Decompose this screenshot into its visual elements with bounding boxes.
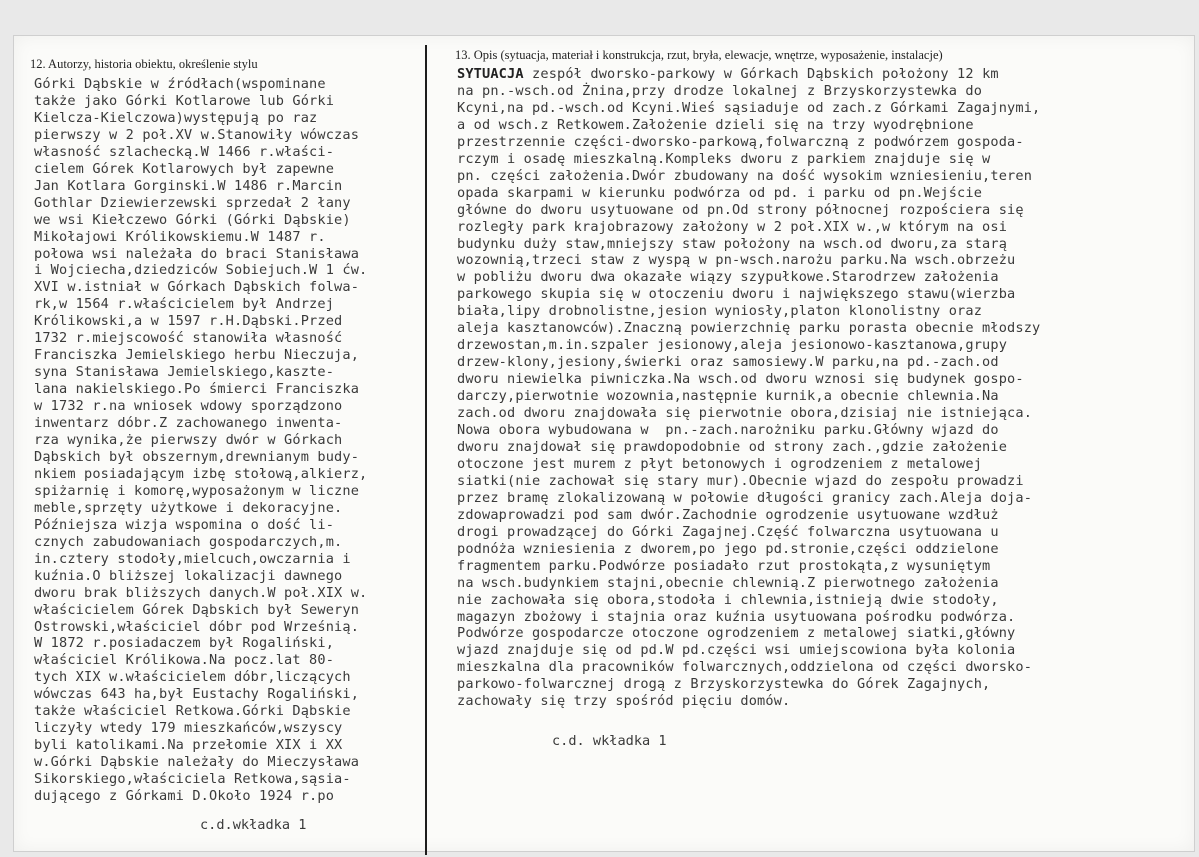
text-line: siatki(nie zachował się stary mur).Obecnie wjazd do zespołu prowadzi xyxy=(457,472,1024,489)
text-line: mieszkalna dla pracowników folwarcznych,oddzielona od części dworsko- xyxy=(457,659,1033,676)
text-line: Kielcza-Kielczowa)występują po raz xyxy=(34,109,318,126)
text-line: XVI w.istniał w Górkach Dąbskich folwa- xyxy=(34,279,360,296)
text-line: magazyn zbożowy i stajnia oraz kuźnia usytuowana pośrodku podwórza. xyxy=(457,608,1016,625)
text-line: pierwszy w 2 poł.XV w.Stanowiły wówczas xyxy=(34,126,360,143)
text-line: zachowały się trzy spośród pięciu domów. xyxy=(457,693,791,710)
text-line: drzewostan,m.in.szpaler jesionowy,aleja jesionowo-kasztanowa,grupy xyxy=(457,337,1008,354)
text-line: tych XIX w.właścicielem dóbr,liczących xyxy=(34,669,351,686)
text-line: cznych zabudowaniach gospodarczych,m. xyxy=(34,533,343,550)
text-line: cielem Górek Kotlarowych był zapewne xyxy=(34,160,335,177)
history-text xyxy=(34,76,367,805)
text-line: liczyły wtedy 179 mieszkańców,wszyscy xyxy=(34,720,343,737)
text-line: także właściciel Retkowa.Górki Dąbskie xyxy=(34,703,351,720)
description-text xyxy=(457,66,1040,710)
text-line: wówczas 643 ha,był Eustachy Rogaliński, xyxy=(34,686,360,703)
text-line: Dąbskich był obszernym,drewnianym budy- xyxy=(34,448,360,465)
text-line: 1732 r.miejscowość stanowiła własność xyxy=(34,330,343,347)
situation-first-line: zespół dworsko-parkowy w Górkach Dąbskich położony 12 km xyxy=(523,66,999,82)
right-column-header: 13. Opis (sytuacja, materiał i konstrukcja, rzut, bryła, elewacje, wnętrze, wyposażenie, instalacje) xyxy=(455,48,943,62)
text-line: właściciel Królikowa.Na pocz.lat 80- xyxy=(34,652,335,669)
text-line: nkiem posiadającym izbę stołową,alkierz, xyxy=(34,465,368,482)
text-line: nie zachowała się obora,stodoła i chlewnia,istnieją dwie stodoły, xyxy=(457,591,999,608)
text-line: główne do dworu usytuowane od pn.Od strony północnej rozpościera się xyxy=(457,201,1024,218)
text-line: rk,w 1564 r.właścicielem był Andrzej xyxy=(34,296,335,313)
text-line: właścicielem Górek Dąbskich był Seweryn xyxy=(34,601,360,618)
text-line: zdowaprowadzi pod sam dwór.Zachodnie ogrodzenie usytuowane wzdłuż xyxy=(457,506,999,523)
text-line: połowa wsi należała do braci Stanisława xyxy=(34,245,360,262)
left-continuation-note: c.d.wkładka 1 xyxy=(200,817,307,833)
right-continuation-note: c.d. wkładka 1 xyxy=(552,733,667,749)
situation-label: SYTUACJA xyxy=(457,66,524,82)
text-line: in.cztery stodoły,mielcuch,owczarnia i xyxy=(34,550,351,567)
text-line: parkowego skupia się w otoczeniu dworu i największego stawu(wierzba xyxy=(457,286,1016,303)
text-line: dworu znajdował się prawdopodobnie od strony zach.,gdzie założenie xyxy=(457,438,1008,455)
text-line: wjazd znajduje się od pd.W pd.części wsi umiejscowiona była kolonia xyxy=(457,642,1016,659)
text-line: przestrzennie części-dworsko-parkową,folwarczną z podwórzem gospoda- xyxy=(457,133,1024,150)
text-line: na wsch.budynkiem stajni,obecnie chlewnią.Z pierwotnego założenia xyxy=(457,574,999,591)
text-line: Nowa obora wybudowana w pn.-zach.narożniku parku.Główny wjazd do xyxy=(457,422,999,439)
text-line: we wsi Kiełczewo Górki (Górki Dąbskie) xyxy=(34,211,351,228)
text-line: na pn.-wsch.od Żnina,przy drodze lokalnej z Brzyskorzystewka do xyxy=(457,82,983,99)
text-line: budynku duży staw,mniejszy staw położony na wsch.od dworu,za starą xyxy=(457,235,1008,252)
text-line: rza wynika,że pierwszy dwór w Górkach xyxy=(34,432,343,449)
text-line: otoczone jest murem z płyt betonowych i ogrodzeniem z metalowej xyxy=(457,455,983,472)
text-line: drzew-klony,jesiony,świerki oraz samosiewy.W parku,na pd.-zach.od xyxy=(457,354,999,371)
text-line: inwentarz dóbr.Z zachowanego inwenta- xyxy=(34,415,343,432)
text-line: i Wojciecha,dziedziców Sobiejuch.W 1 ćw. xyxy=(34,262,368,279)
text-line: Ostrowski,właściciel dóbr pod Wrześnią. xyxy=(34,618,360,635)
text-line: opada skarpami w kierunku podwórza od pd. i parku od pn.Wejście xyxy=(457,184,983,201)
text-line: fragmentem parku.Podwórze posiadało rzut prostokąta,z wysuniętym xyxy=(457,557,991,574)
text-line: w pobliżu dworu dwa okazałe wiązy szypułkowe.Starodrzew założenia xyxy=(457,269,999,286)
description-lines xyxy=(457,83,1040,709)
text-line: lana nakielskiego.Po śmierci Franciszka xyxy=(34,381,360,398)
text-line: w 1732 r.na wniosek wdowy sporządzono xyxy=(34,398,343,415)
left-column-header: 12. Autorzy, historia obiektu, określenie stylu xyxy=(30,57,258,71)
text-line: rczym i osadę mieszkalną.Kompleks dworu z parkiem znajduje się w xyxy=(457,150,991,167)
text-line: Górki Dąbskie w źródłach(wspominane xyxy=(34,76,326,92)
text-line: także jako Górki Kotlarowe lub Górki xyxy=(34,92,335,109)
text-line: w.Górki Dąbskie należały do Mieczysława xyxy=(34,754,360,771)
text-line: Podwórze gospodarcze otoczone ogrodzeniem z metalowej siatki,główny xyxy=(457,625,1016,642)
text-line: darczy,pierwotnie wozownia,następnie kurnik,a obecnie chlewnia.Na xyxy=(457,388,999,405)
text-line: Mikołajowi Królikowskiemu.W 1487 r. xyxy=(34,228,326,245)
text-line: dworu niewielka piwniczka.Na wsch.od dworu wznosi się budynek gospo- xyxy=(457,371,1024,388)
column-divider xyxy=(425,45,427,855)
text-line: Późniejsza wizja wspomina o dość li- xyxy=(34,516,335,533)
text-line: Królikowski,a w 1597 r.H.Dąbski.Przed xyxy=(34,313,343,330)
text-line: Franciszka Jemielskiego herbu Nieczuja, xyxy=(34,347,360,364)
text-line: podnóża wzniesienia z dworem,po jego pd.stronie,części oddzielone xyxy=(457,540,999,557)
text-line: spiżarnię i komorę,wyposażonym w liczne xyxy=(34,482,360,499)
text-line: biała,lipy drobnolistne,jesion wyniosły,platon klonolistny oraz xyxy=(457,303,983,320)
text-line: meble,sprzęty użytkowe i dekoracyjne. xyxy=(34,499,343,516)
text-line: parkowo-folwarcznej drogą z Brzyskorzystewka do Górek Zagajnych, xyxy=(457,676,991,693)
text-line: Kcyni,na pd.-wsch.od Kcyni.Wieś sąsiaduje od zach.z Górkami Zagajnymi, xyxy=(457,99,1041,116)
text-line: W 1872 r.posiadaczem był Rogaliński, xyxy=(34,635,335,652)
text-line: dworu brak bliższych danych.W poł.XIX w. xyxy=(34,584,368,601)
text-line: zach.od dworu znajdowała się pierwotnie obora,dzisiaj nie istniejąca. xyxy=(457,405,1033,422)
text-line: przez bramę zlokalizowaną w połowie długości granicy zach.Aleja doja- xyxy=(457,489,1033,506)
text-line: syna Stanisława Jemielskiego,kaszte- xyxy=(34,364,335,381)
text-line: a od wsch.z Retkowem.Założenie dzieli się na trzy wyodrębnione xyxy=(457,116,974,133)
text-line: Gothlar Dziewierzewski sprzedał 2 łany xyxy=(34,194,351,211)
text-line: aleja kasztanowców).Znaczną powierzchnię parku porasta obecnie młodszy xyxy=(457,320,1041,337)
text-line: byli katolikami.Na przełomie XIX i XX xyxy=(34,737,343,754)
text-line: własność szlachecką.W 1466 r.właści- xyxy=(34,143,335,160)
text-line: Sikorskiego,właściciela Retkowa,sąsia- xyxy=(34,771,351,788)
text-line: kuźnia.O bliższej lokalizacji dawnego xyxy=(34,567,343,584)
text-line: dującego z Górkami D.Około 1924 r.po xyxy=(34,788,335,805)
text-line: drogi prowadzącej do Górki Zagajnej.Część folwarczna usytuowana u xyxy=(457,523,999,540)
text-line: rozległy park krajobrazowy założony w 2 poł.XIX w.,w którym na osi xyxy=(457,218,1008,235)
text-line: Jan Kotlara Gorginski.W 1486 r.Marcin xyxy=(34,177,343,194)
text-line: wozownią,trzeci staw z wyspą w pn-wsch.narożu parku.Na wsch.obrzeżu xyxy=(457,252,1016,269)
text-line: pn. części założenia.Dwór zbudowany na dość wysokim wzniesieniu,teren xyxy=(457,167,1033,184)
